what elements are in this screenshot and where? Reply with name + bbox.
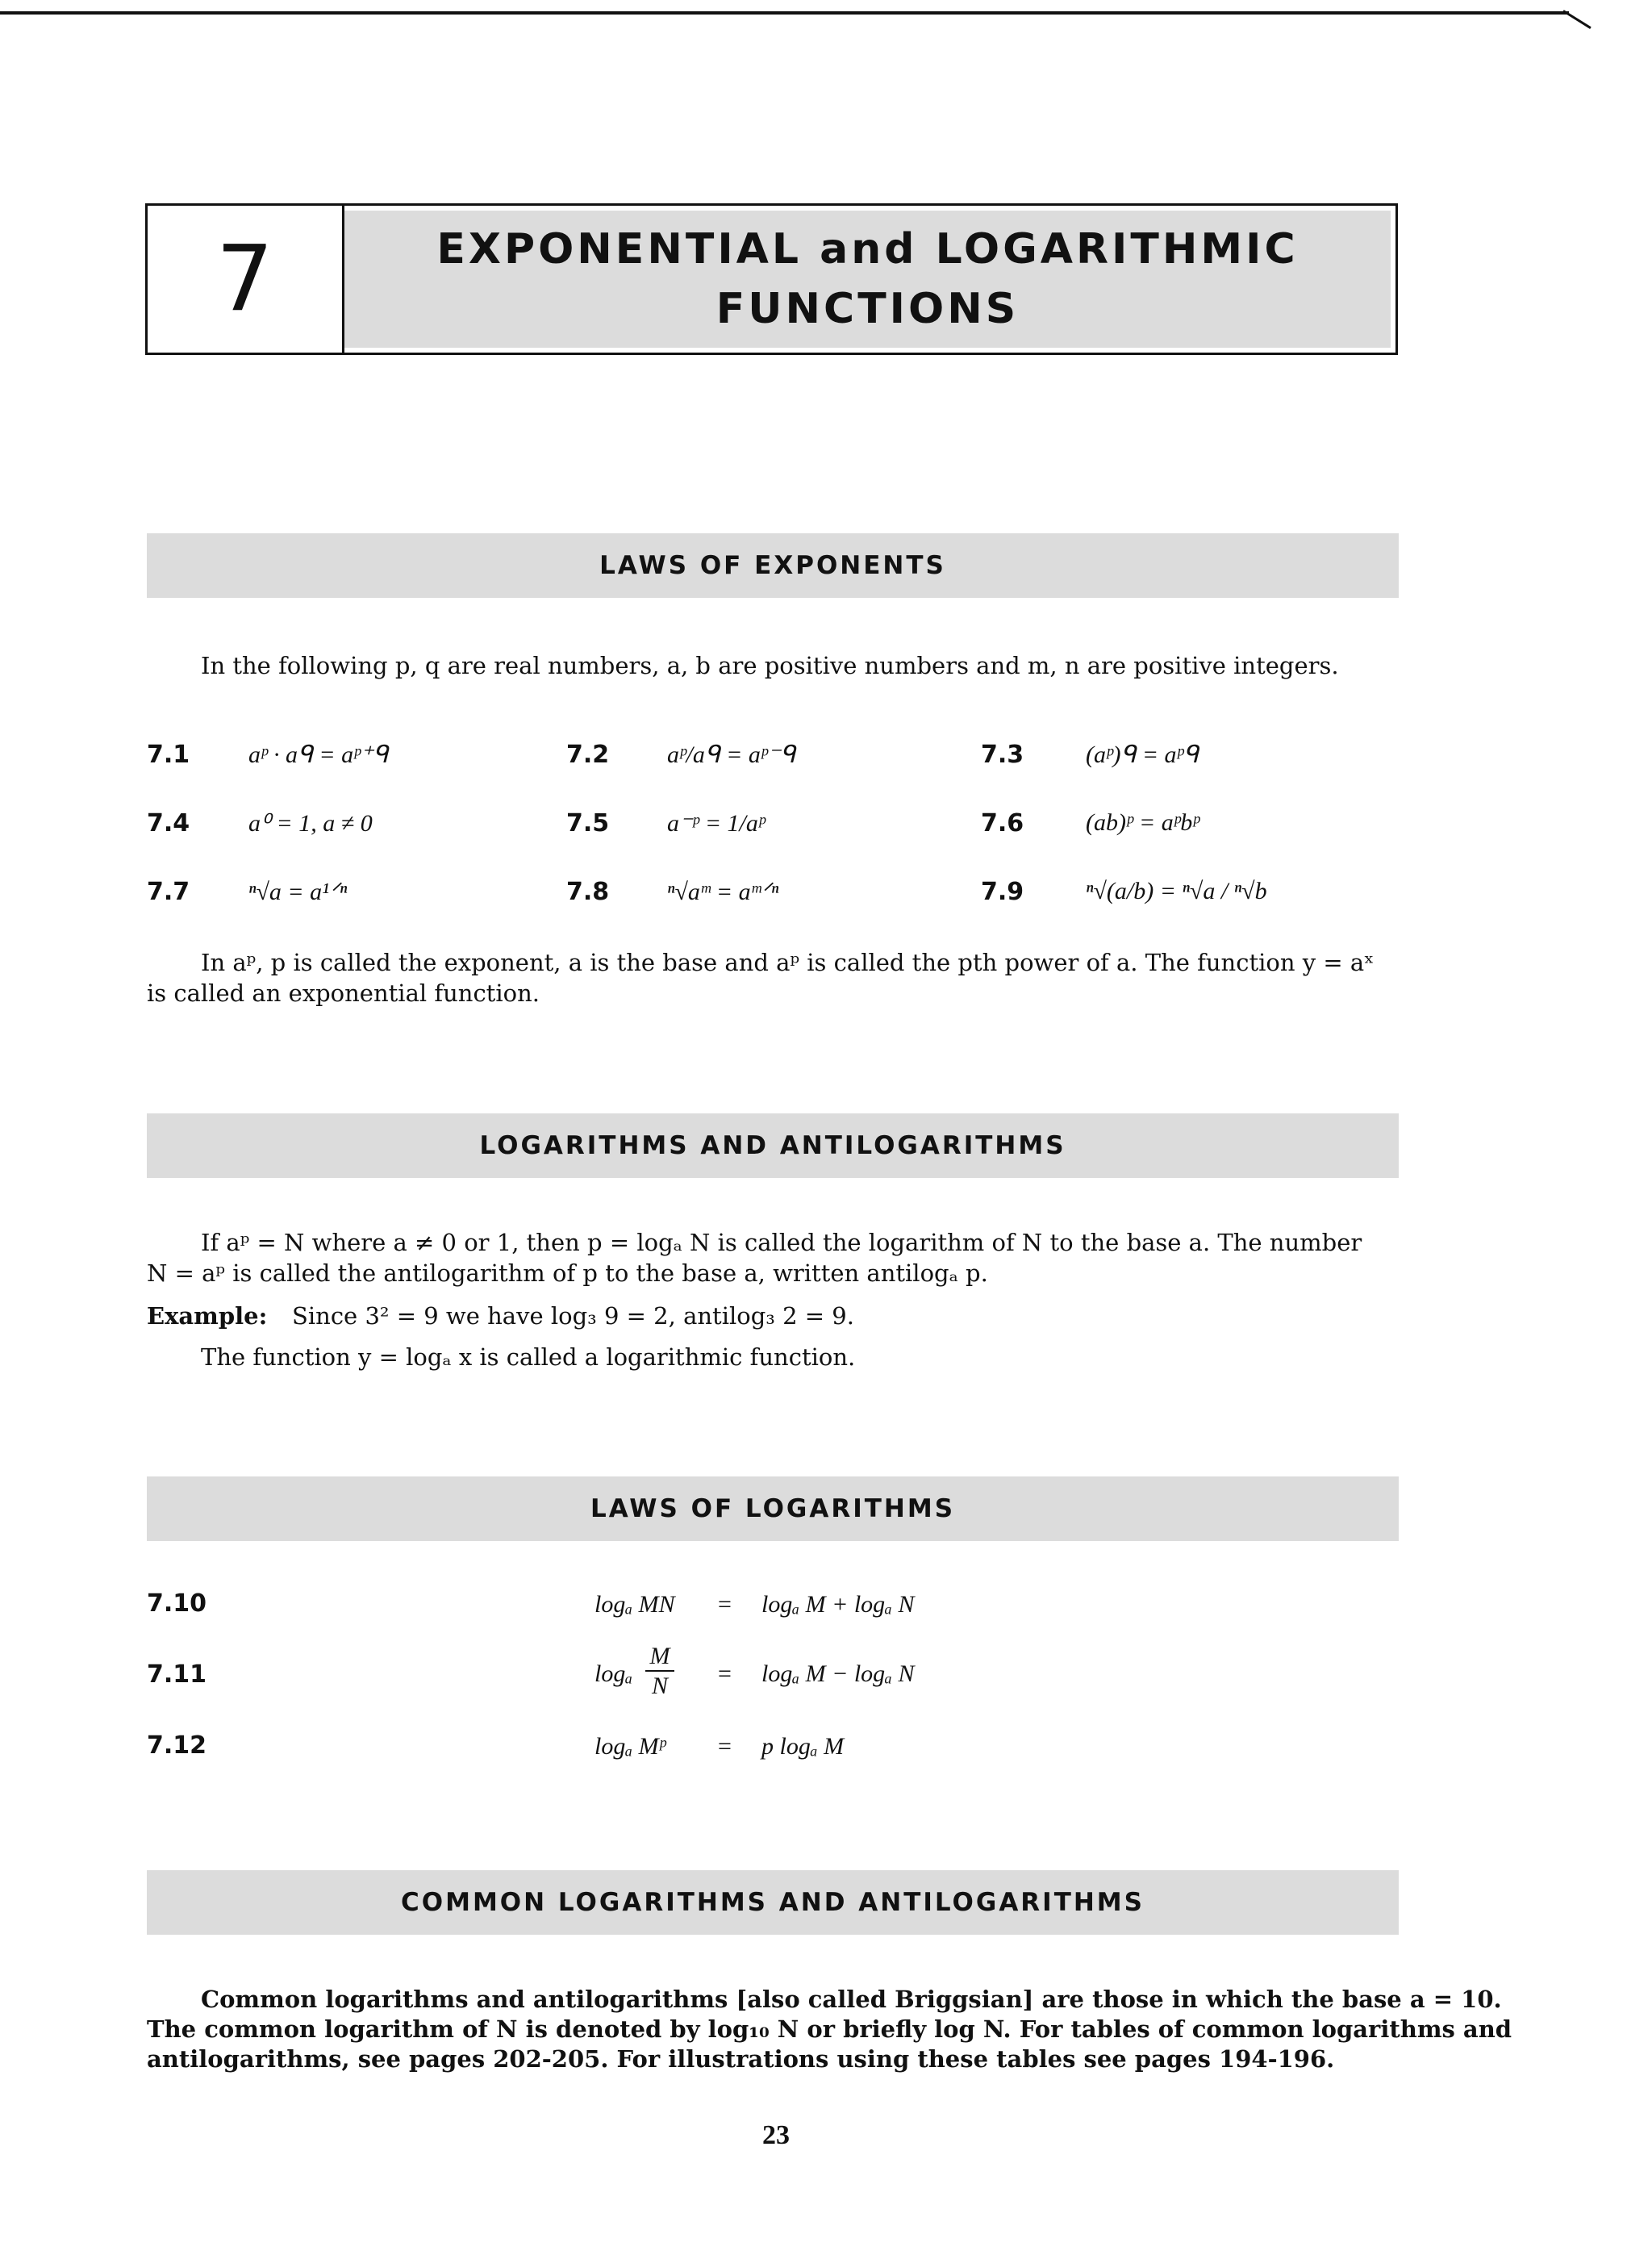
log-law-lhs-log: logₐ — [594, 1660, 633, 1687]
log-law-rhs: logₐ M − logₐ N — [761, 1660, 915, 1687]
log-law-lhs: logₐ Mᵖ — [594, 1733, 666, 1760]
formula-number: 7.8 — [566, 878, 610, 906]
equals-sign: = — [718, 1660, 732, 1687]
section-heading-laws-of-exponents: LAWS OF EXPONENTS — [147, 533, 1399, 598]
fraction-bar — [645, 1670, 674, 1672]
fraction-numerator: M — [649, 1643, 670, 1669]
log-law-rhs: logₐ M + logₐ N — [761, 1591, 915, 1618]
formula-number: 7.10 — [147, 1589, 207, 1618]
chapter-title-line-1: EXPONENTIAL and LOGARITHMIC — [436, 225, 1299, 274]
common-log-line-1: Common logarithms and antilogarithms [also called Briggsian] are those in which the base a = 10. — [201, 1986, 1502, 2013]
formula-number: 7.9 — [981, 878, 1024, 906]
logarithm-definition-line-2: N = aᵖ is called the antilogarithm of p to the base a, written antilogₐ p. — [147, 1259, 988, 1287]
section-heading-logarithms-and-antilogarithms: LOGARITHMS AND ANTILOGARITHMS — [147, 1113, 1399, 1178]
top-rule — [0, 11, 1569, 15]
common-log-line-3: antilogarithms, see pages 202-205. For illustrations using these tables see pages 194-196. — [147, 2045, 1335, 2073]
formula-expression: aᵖ/aᑫ = aᵖ⁻ᑫ — [667, 741, 796, 768]
chapter-title-line-2: FUNCTIONS — [715, 285, 1020, 333]
formula-expression: a⁰ = 1, a ≠ 0 — [248, 810, 373, 837]
example-label: Example: — [147, 1302, 268, 1330]
exponents-intro: In the following p, q are real numbers, a, b are positive numbers and m, n are positive integers. — [201, 652, 1339, 679]
formula-expression: ⁿ√aᵐ = aᵐᐟⁿ — [667, 879, 779, 905]
section-heading-laws-of-logarithms: LAWS OF LOGARITHMS — [147, 1476, 1399, 1541]
equals-sign: = — [718, 1591, 732, 1618]
formula-number: 7.6 — [981, 809, 1024, 837]
page-number: 23 — [762, 2120, 790, 2150]
formula-expression: a⁻ᵖ = 1/aᵖ — [667, 810, 766, 837]
formula-expression: (aᵖ)ᑫ = aᵖᑫ — [1086, 741, 1199, 768]
exponent-note-line-1: In aᵖ, p is called the exponent, a is the base and aᵖ is called the pth power of a. The function y = aˣ — [201, 949, 1375, 976]
log-law-lhs: logₐ MN — [594, 1591, 675, 1618]
formula-number: 7.4 — [147, 809, 190, 837]
formula-expression: ⁿ√(a/b) = ⁿ√a / ⁿ√b — [1086, 878, 1267, 904]
formula-expression: aᵖ · aᑫ = aᵖ⁺ᑫ — [248, 741, 389, 768]
formula-number: 7.11 — [147, 1660, 207, 1689]
formula-expression: (ab)ᵖ = aᵖbᵖ — [1086, 809, 1199, 836]
formula-number: 7.1 — [147, 741, 190, 769]
formula-number: 7.3 — [981, 741, 1024, 769]
exponent-note-line-2: is called an exponential function. — [147, 979, 540, 1007]
top-rule-tick — [1562, 10, 1592, 29]
chapter-title — [344, 211, 1391, 348]
section-heading-common-logarithms: COMMON LOGARITHMS AND ANTILOGARITHMS — [147, 1870, 1399, 1935]
logarithm-definition-line-1: If aᵖ = N where a ≠ 0 or 1, then p = logₐ N is called the logarithm of N to the base a. The number — [201, 1229, 1362, 1256]
example-text: Since 3² = 9 we have log₃ 9 = 2, antilog₃ 2 = 9. — [292, 1302, 854, 1330]
equals-sign: = — [718, 1733, 732, 1760]
logarithmic-function-note: The function y = logₐ x is called a logarithmic function. — [201, 1343, 856, 1371]
formula-expression: ⁿ√a = a¹ᐟⁿ — [248, 879, 348, 905]
formula-number: 7.5 — [566, 809, 610, 837]
chapter-header — [145, 203, 1398, 355]
fraction-denominator: N — [651, 1673, 668, 1699]
log-law-rhs: p logₐ M — [761, 1733, 845, 1760]
formula-number: 7.2 — [566, 741, 610, 769]
chapter-number: 7 — [148, 206, 344, 353]
common-log-line-2: The common logarithm of N is denoted by log₁₀ N or briefly log N. For tables of common logarithms and — [147, 2015, 1512, 2043]
formula-number: 7.7 — [147, 878, 190, 906]
formula-number: 7.12 — [147, 1731, 207, 1760]
